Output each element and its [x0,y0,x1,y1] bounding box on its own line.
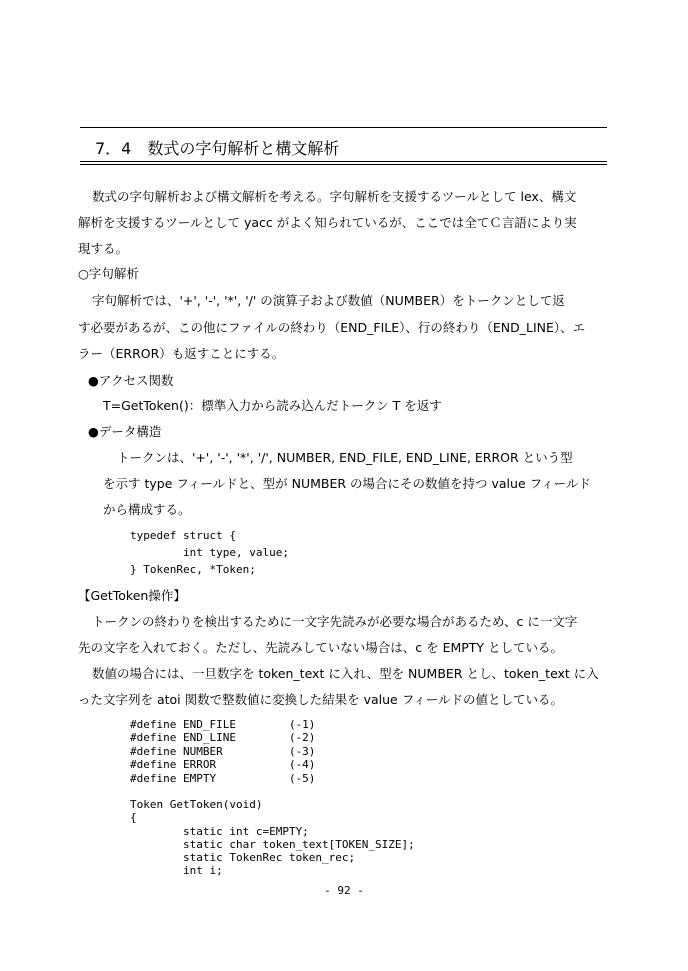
title-bottom-rule-2 [80,164,607,165]
gettoken-paragraph1-line-1: トークンの終わりを検出するために一文字先読みが必要な場合があるため、c に一文字 [92,614,578,629]
function-code-line-5: static TokenRec token_rec; [130,851,356,864]
function-code-line-4: static char token_text[TOKEN_SIZE]; [130,838,415,851]
define-line-3: #define NUMBER (-3) [130,745,316,758]
title-top-rule [80,127,607,128]
function-code-line-3: static int c=EMPTY; [130,825,309,838]
lexical-paragraph-line-2: す必要があるが、この他にファイルの終わり（END_FILE）、行の終わり（END_LINE）、エ [78,320,586,335]
lexical-heading: ○字句解析 [78,266,139,281]
gettoken-heading: 【GetToken操作】 [78,588,186,603]
function-code-line-1: Token GetToken(void) [130,798,263,811]
data-structure-line-3: から構成する。 [103,502,191,517]
define-line-5: #define EMPTY (-5) [130,772,316,785]
gettoken-paragraph1-line-2: 先の文字を入れておく。ただし、先読みしていない場合は、c を EMPTY としている。 [78,640,564,655]
access-function-line: T=GetToken()：標準入力から読み込んだトークン T を返す [103,398,442,413]
typedef-code-line-2: int type, value; [130,546,289,559]
define-line-2: #define END_LINE (-2) [130,731,316,744]
gettoken-paragraph2-line-2: った文字列を atoi 関数で整数値に変換した結果を value フィールドの値としている。 [78,692,563,707]
data-structure-heading: ●データ構造 [88,424,162,439]
access-function-heading: ●アクセス関数 [88,373,174,388]
typedef-code-line-1: typedef struct { [130,529,236,542]
typedef-code-line-3: } TokenRec, *Token; [130,563,256,576]
title-bottom-rule-1 [80,161,607,162]
lexical-paragraph-line-3: ラー（ERROR）も返すことにする。 [78,346,285,361]
function-code-line-2: { [130,811,137,824]
section-title: 7．4 数式の字句解析と構文解析 [95,139,340,158]
define-line-1: #define END_FILE (-1) [130,718,316,731]
data-structure-line-1: トークンは、'+', '-', '*', '/', NUMBER, END_FILE, END_LINE, ERROR という型 [117,450,573,465]
intro-line-3: 現する。 [78,241,129,256]
page-number: - 92 - [324,884,364,897]
define-line-4: #define ERROR (-4) [130,758,316,771]
lexical-paragraph-line-1: 字句解析では、'+', '-', '*', '/' の演算子および数値（NUMBER）をトークンとして返 [92,293,565,308]
function-code-line-6: int i; [130,864,223,877]
gettoken-paragraph2-line-1: 数値の場合には、一旦数字を token_text に入れ、型を NUMBER とし、token_text に入 [92,666,599,681]
intro-line-2: 解析を支援するツールとして yacc がよく知られているが、ここでは全てＣ言語により実 [78,215,577,230]
data-structure-line-2: を示す type フィールドと、型が NUMBER の場合にその数値を持つ value フィールド [103,476,591,491]
intro-line-1: 数式の字句解析および構文解析を考える。字句解析を支援するツールとして lex、構文 [92,189,577,204]
